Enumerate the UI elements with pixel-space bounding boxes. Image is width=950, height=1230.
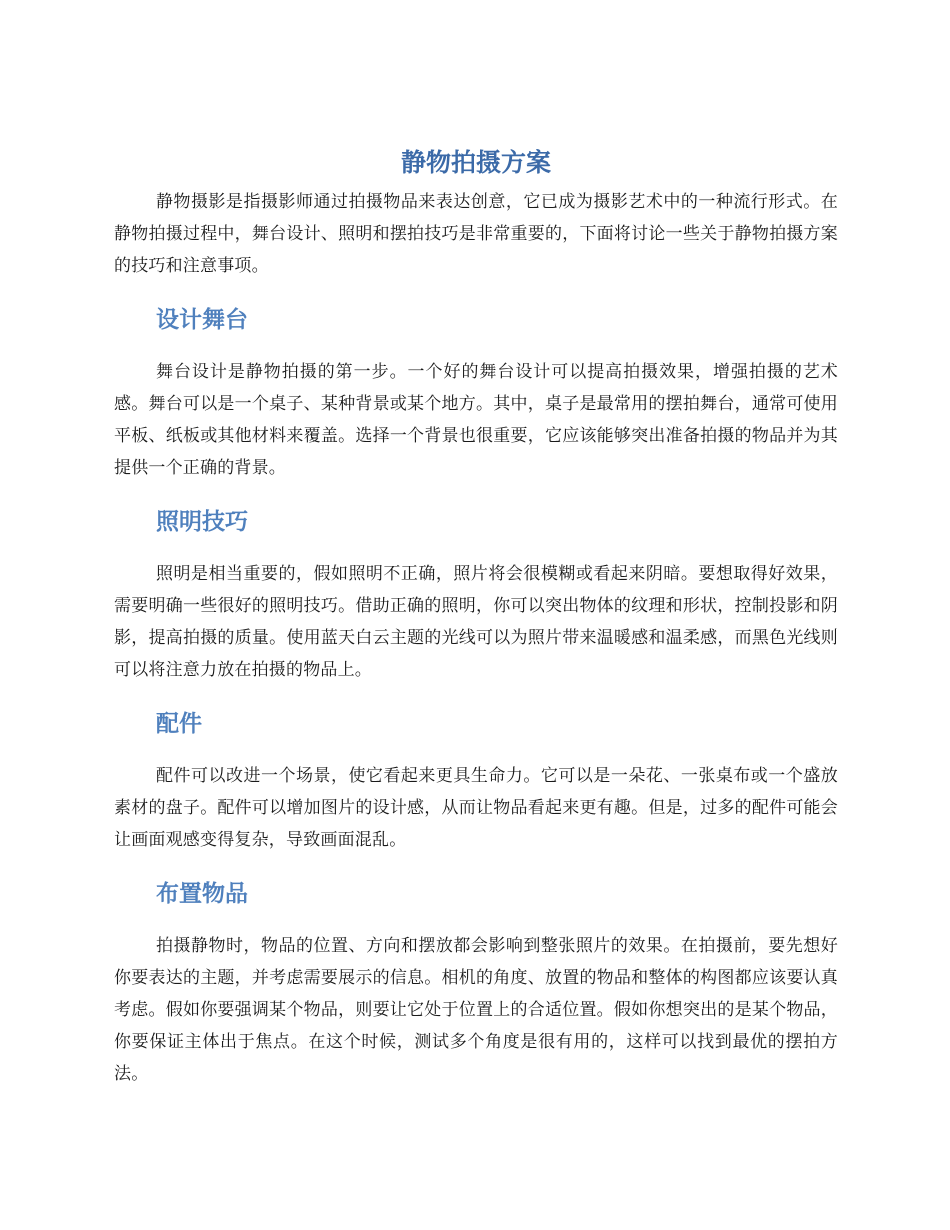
document-page	[114, 140, 838, 1090]
section-heading-stage-design: 设计舞台	[156, 307, 248, 333]
intro-paragraph: 静物摄影是指摄影师通过拍摄物品来表达创意，它已成为摄影艺术中的一种流行形式。在静物拍摄过程中，舞台设计、照明和摆拍技巧是非常重要的，下面将讨论一些关于静物拍摄方案的技巧和注意事项。	[114, 192, 838, 276]
section-body-accessories: 配件可以改进一个场景，使它看起来更具生命力。它可以是一朵花、一张桌布或一个盛放素材的盘子。配件可以增加图片的设计感，从而让物品看起来更有趣。但是，过多的配件可能会让画面观感变得复杂，导致画面混乱。	[114, 766, 838, 850]
document-title: 静物拍摄方案	[400, 148, 551, 177]
section-body-lighting: 照明是相当重要的，假如照明不正确，照片将会很模糊或看起来阴暗。要想取得好效果，需要明确一些很好的照明技巧。借助正确的照明，你可以突出物体的纹理和形状，控制投影和阴影，提高拍摄的质量。使用蓝天白云主题的光线可以为照片带来温暖感和温柔感，而黑色光线则可以将注意力放在拍摄的物品上。	[114, 564, 838, 680]
section-body-arranging-items: 拍摄静物时，物品的位置、方向和摆放都会影响到整张照片的效果。在拍摄前，要先想好你要表达的主题，并考虑需要展示的信息。相机的角度、放置的物品和整体的构图都应该要认真考虑。假如你要强调某个物品，则要让它处于位置上的合适位置。假如你想突出的是某个物品，你要保证主体出于焦点。在这个时候，测试多个角度是很有用的，这样可以找到最优的摆拍方法。	[114, 936, 838, 1084]
section-body-stage-design: 舞台设计是静物拍摄的第一步。一个好的舞台设计可以提高拍摄效果，增强拍摄的艺术感。舞台可以是一个桌子、某种背景或某个地方。其中，桌子是最常用的摆拍舞台，通常可使用平板、纸板或其他材料来覆盖。选择一个背景也很重要，它应该能够突出准备拍摄的物品并为其提供一个正确的背景。	[114, 362, 838, 478]
section-heading-arranging-items: 布置物品	[156, 881, 248, 907]
section-heading-lighting: 照明技巧	[156, 509, 248, 535]
section-heading-accessories: 配件	[156, 711, 202, 737]
